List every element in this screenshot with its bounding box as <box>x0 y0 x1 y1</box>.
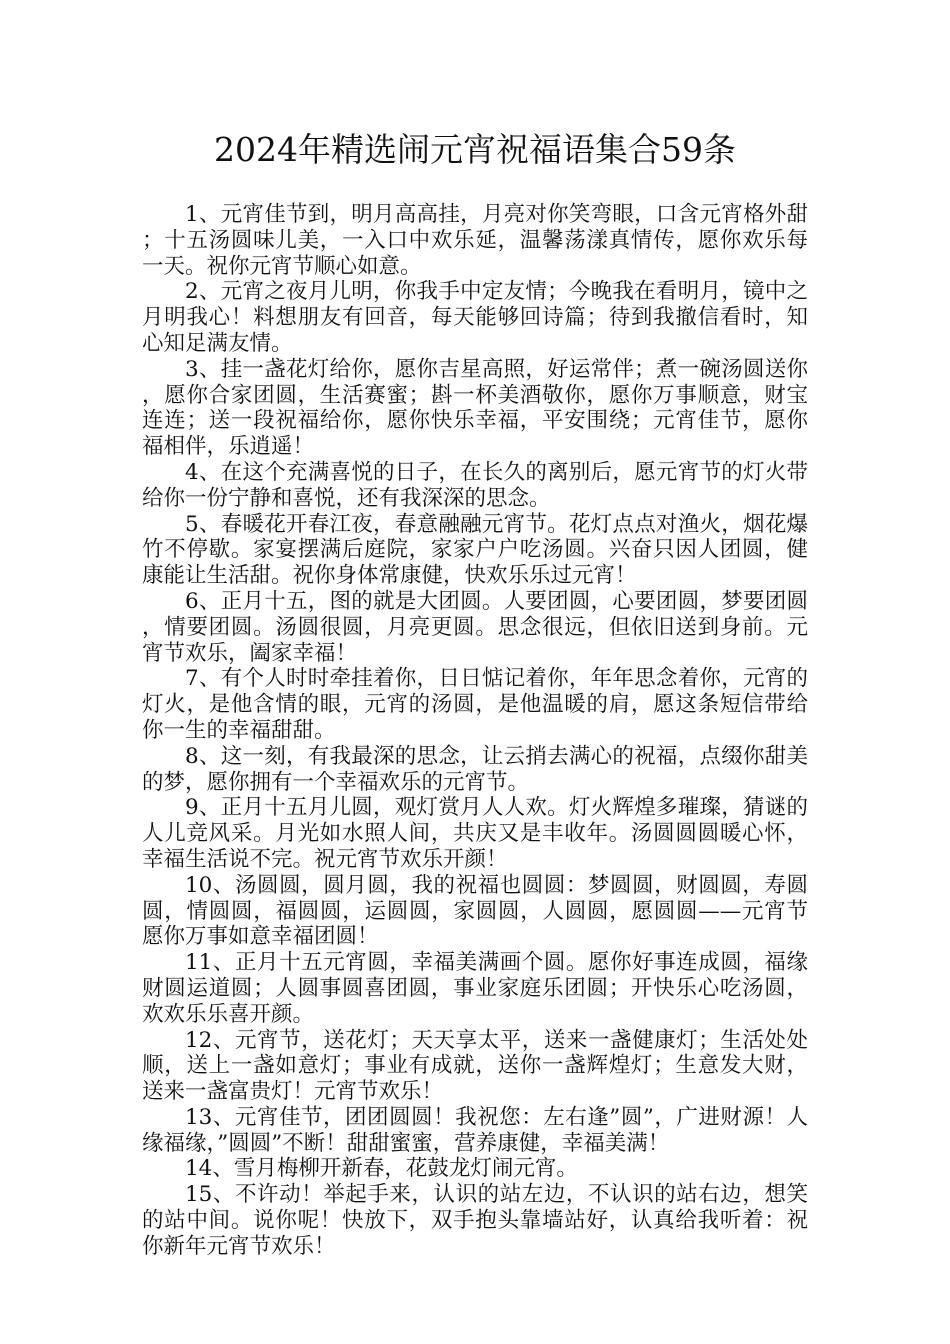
paragraph-14: 14、雪月梅柳开新春，花鼓龙灯闹元宵。 <box>185 1156 578 1182</box>
paragraph-9: 9、正月十五月儿圆，观灯赏月人人欢。灯火辉煌多璀璨，猜谜的人儿竞风采。月光如水照人间，共庆又是丰收年。汤圆圆圆暖心怀，幸福生活说不完。祝元宵节欢乐开颜！ <box>142 795 808 872</box>
paragraph-4: 4、在这个充满喜悦的日子，在长久的离别后，愿元宵节的灯火带给你一份宁静和喜悦，还有我深深的思念。 <box>142 459 808 511</box>
paragraph-12: 12、元宵节，送花灯；天天享太平，送来一盏健康灯；生活处处顺，送上一盏如意灯；事业有成就，送你一盏辉煌灯；生意发大财，送来一盏富贵灯！元宵节欢乐！ <box>142 1027 808 1105</box>
paragraph-6: 6、正月十五，图的就是大团圆。人要团圆，心要团圆，梦要团圆，情要团圆。汤圆很圆，月亮更圆。思念很远，但依旧送到身前。元宵节欢乐，阖家幸福！ <box>142 588 808 666</box>
paragraph-list <box>142 202 808 1260</box>
paragraph-3: 3、挂一盏花灯给你，愿你吉星高照，好运常伴；煮一碗汤圆送你，愿你合家团圆，生活赛蜜；斟一杯美酒敬你，愿你万事顺意，财宝连连；送一段祝福给你，愿你快乐幸福，平安围绕；元宵佳节，愿你福相伴，乐逍遥！ <box>142 356 808 460</box>
paragraph-11: 11、正月十五元宵圆，幸福美满画个圆。愿你好事连成圆，福缘财圆运道圆；人圆事圆喜团圆，事业家庭乐团圆；开快乐心吃汤圆，欢欢乐乐喜开颜。 <box>142 950 808 1027</box>
paragraph-1: 1、元宵佳节到，明月高高挂，月亮对你笑弯眼，口含元宵格外甜；十五汤圆味儿美，一入口中欢乐延，温馨荡漾真情传，愿你欢乐每一天。祝你元宵节顺心如意。 <box>142 202 808 279</box>
paragraph-13: 13、元宵佳节，团团圆圆！我祝您：左右逢”圆”，广进财源！人缘福缘，”圆圆”不断！甜甜蜜蜜，营养康健，幸福美满！ <box>142 1104 808 1156</box>
paragraph-7: 7、有个人时时牵挂着你，日日惦记着你，年年思念着你，元宵的灯火，是他含情的眼，元宵的汤圆，是他温暖的肩，愿这条短信带给你一生的幸福甜甜。 <box>142 666 808 743</box>
paragraph-8: 8、这一刻，有我最深的思念，让云捎去满心的祝福，点缀你甜美的梦，愿你拥有一个幸福欢乐的元宵节。 <box>142 743 808 795</box>
paragraph-5: 5、春暖花开春江夜，春意融融元宵节。花灯点点对渔火，烟花爆竹不停歇。家宴摆满后庭院，家家户户吃汤圆。兴奋只因人团圆，健康能让生活甜。祝你身体常康健，快欢乐乐过元宵！ <box>142 511 808 589</box>
paragraph-2: 2、元宵之夜月儿明，你我手中定友情；今晚我在看明月，镜中之月明我心！料想朋友有回音，每天能够回诗篇；待到我撤信看时，知心知足满友情。 <box>142 279 808 356</box>
document-title: 2024年精选闹元宵祝福语集合59条 <box>214 130 736 169</box>
paragraph-10: 10、汤圆圆，圆月圆，我的祝福也圆圆：梦圆圆，财圆圆，寿圆圆，情圆圆，福圆圆，运圆圆，家圆圆，人圆圆，愿圆圆——元宵节愿你万事如意幸福团圆！ <box>142 872 808 950</box>
paragraph-15: 15、不许动！举起手来，认识的站左边，不认识的站右边，想笑的站中间。说你呢！快放下，双手抱头靠墙站好，认真给我听着：祝你新年元宵节欢乐！ <box>142 1182 808 1259</box>
